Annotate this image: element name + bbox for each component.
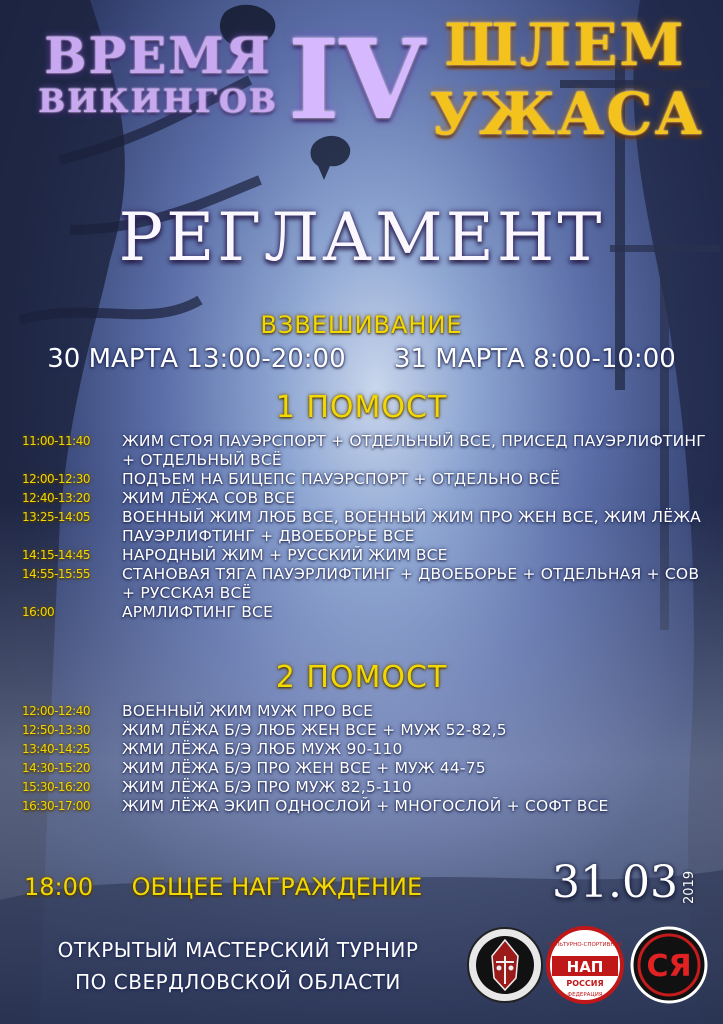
event-date: 31.03 bbox=[552, 857, 678, 908]
event-name-line2: ВИКИНГОВ bbox=[38, 82, 278, 120]
sya-logo-icon bbox=[630, 926, 708, 1004]
schedule-time: 14:55-15:55 bbox=[22, 567, 90, 581]
schedule-row bbox=[22, 603, 712, 622]
schedule-row bbox=[22, 489, 712, 508]
nap-russia-logo-icon bbox=[546, 926, 624, 1004]
schedule-desc: ЖМИ ЛЁЖА Б/Э ЛЮБ МУЖ 90-110 bbox=[122, 740, 403, 758]
schedule-time: 16:30-17:00 bbox=[22, 799, 90, 813]
schedule-row bbox=[22, 432, 712, 470]
schedule-row bbox=[22, 778, 712, 797]
logo2-sub-text: РОССИЯ bbox=[566, 979, 604, 988]
schedule-desc: ВОЕННЫЙ ЖИМ ЛЮБ ВСЕ, ВОЕННЫЙ ЖИМ ПРО ЖЕН ВСЕ, ЖИМ ЛЁЖА ПАУЭРЛИФТИНГ + ДВОЕБОРЬЕ ВСЕ bbox=[122, 508, 701, 545]
schedule-desc: СТАНОВАЯ ТЯГА ПАУЭРЛИФТИНГ + ДВОЕБОРЬЕ + ОТДЕЛЬНАЯ + СОВ + РУССКАЯ ВСЁ bbox=[122, 565, 700, 602]
event-name-line1: ВРЕМЯ bbox=[44, 26, 272, 85]
logo2-top-text: КУЛЬТУРНО-СПОРТИВНАЯ bbox=[547, 942, 623, 948]
schedule-time: 12:40-13:20 bbox=[22, 491, 90, 505]
platform2-schedule bbox=[22, 702, 712, 816]
schedule-desc: ЖИМ ЛЁЖА Б/Э ПРО МУЖ 82,5-110 bbox=[122, 778, 412, 796]
award-time: 18:00 bbox=[24, 873, 94, 901]
weigh-in-heading: ВЗВЕШИВАНИЕ bbox=[260, 311, 463, 339]
schedule-time: 13:25-14:05 bbox=[22, 510, 90, 524]
schedule-desc: ЖИМ ЛЁЖА Б/Э ЛЮБ ЖЕН ВСЕ + МУЖ 52-82,5 bbox=[122, 721, 507, 739]
schedule-time: 13:40-14:25 bbox=[22, 742, 90, 756]
schedule-desc: ЖИМ СТОЯ ПАУЭРСПОРТ + ОТДЕЛЬНЫЙ ВСЕ, ПРИСЕД ПАУЭРЛИФТИНГ + ОТДЕЛЬНЫЙ ВСЁ bbox=[122, 432, 706, 469]
award-label: ОБЩЕЕ НАГРАЖДЕНИЕ bbox=[131, 873, 423, 901]
edition-number: IV bbox=[288, 15, 425, 144]
event-subtitle-line1: ШЛЕМ bbox=[444, 11, 686, 79]
logo2-main-text: НАП bbox=[566, 958, 604, 976]
weigh-in-schedule bbox=[0, 342, 723, 376]
schedule-time: 12:00-12:30 bbox=[22, 472, 90, 486]
schedule-desc: ВОЕННЫЙ ЖИМ МУЖ ПРО ВСЕ bbox=[122, 702, 374, 720]
event-name-right bbox=[430, 10, 704, 148]
schedule-desc: ЖИМ ЛЁЖА СОВ ВСЕ bbox=[122, 489, 296, 507]
schedule-row bbox=[22, 797, 712, 816]
viking-helmet-logo-icon bbox=[466, 926, 544, 1004]
schedule-row bbox=[22, 721, 712, 740]
schedule-time: 16:00 bbox=[22, 605, 55, 619]
schedule-time: 12:00-12:40 bbox=[22, 704, 90, 718]
event-subtitle-line2: УЖАСА bbox=[430, 80, 704, 148]
schedule-row bbox=[22, 470, 712, 489]
logo2-bottom-text: ФЕДЕРАЦИЯ bbox=[567, 992, 603, 998]
tournament-description bbox=[18, 934, 458, 998]
event-year: 2019 bbox=[682, 870, 697, 904]
schedule-row bbox=[22, 740, 712, 759]
platform1-schedule bbox=[22, 432, 712, 622]
schedule-row bbox=[22, 508, 712, 546]
schedule-desc: ПОДЪЕМ НА БИЦЕПС ПАУЭРСПОРТ + ОТДЕЛЬНО ВСЁ bbox=[122, 470, 561, 488]
page-title: РЕГЛАМЕНТ bbox=[118, 199, 605, 276]
schedule-row bbox=[22, 565, 712, 603]
footer-line1: ОТКРЫТЫЙ МАСТЕРСКИЙ ТУРНИР bbox=[57, 938, 419, 962]
platform1-heading: 1 ПОМОСТ bbox=[275, 390, 448, 425]
schedule-row bbox=[22, 759, 712, 778]
schedule-desc: НАРОДНЫЙ ЖИМ + РУССКИЙ ЖИМ ВСЕ bbox=[122, 546, 448, 564]
schedule-row bbox=[22, 546, 712, 565]
schedule-desc: АРМЛИФТИНГ ВСЕ bbox=[122, 603, 274, 621]
schedule-desc: ЖИМ ЛЁЖА Б/Э ПРО ЖЕН ВСЕ + МУЖ 44-75 bbox=[122, 759, 486, 777]
schedule-time: 12:50-13:30 bbox=[22, 723, 90, 737]
weigh-in-day1: 30 МАРТА 13:00-20:00 bbox=[47, 344, 346, 374]
platform2-heading: 2 ПОМОСТ bbox=[275, 660, 448, 695]
schedule-time: 14:30-15:20 bbox=[22, 761, 90, 775]
schedule-time: 15:30-16:20 bbox=[22, 780, 90, 794]
schedule-row bbox=[22, 702, 712, 721]
schedule-desc: ЖИМ ЛЁЖА ЭКИП ОДНОСЛОЙ + МНОГОСЛОЙ + СОФТ ВСЕ bbox=[122, 797, 609, 815]
schedule-time: 14:15-14:45 bbox=[22, 548, 90, 562]
award-ceremony bbox=[24, 872, 422, 902]
weigh-in-day2: 31 МАРТА 8:00-10:00 bbox=[393, 344, 676, 374]
logo3-text: СЯ bbox=[646, 949, 692, 984]
schedule-time: 11:00-11:40 bbox=[22, 434, 90, 448]
footer-line2: ПО СВЕРДЛОВСКОЙ ОБЛАСТИ bbox=[75, 970, 401, 994]
event-name-left bbox=[28, 26, 288, 120]
